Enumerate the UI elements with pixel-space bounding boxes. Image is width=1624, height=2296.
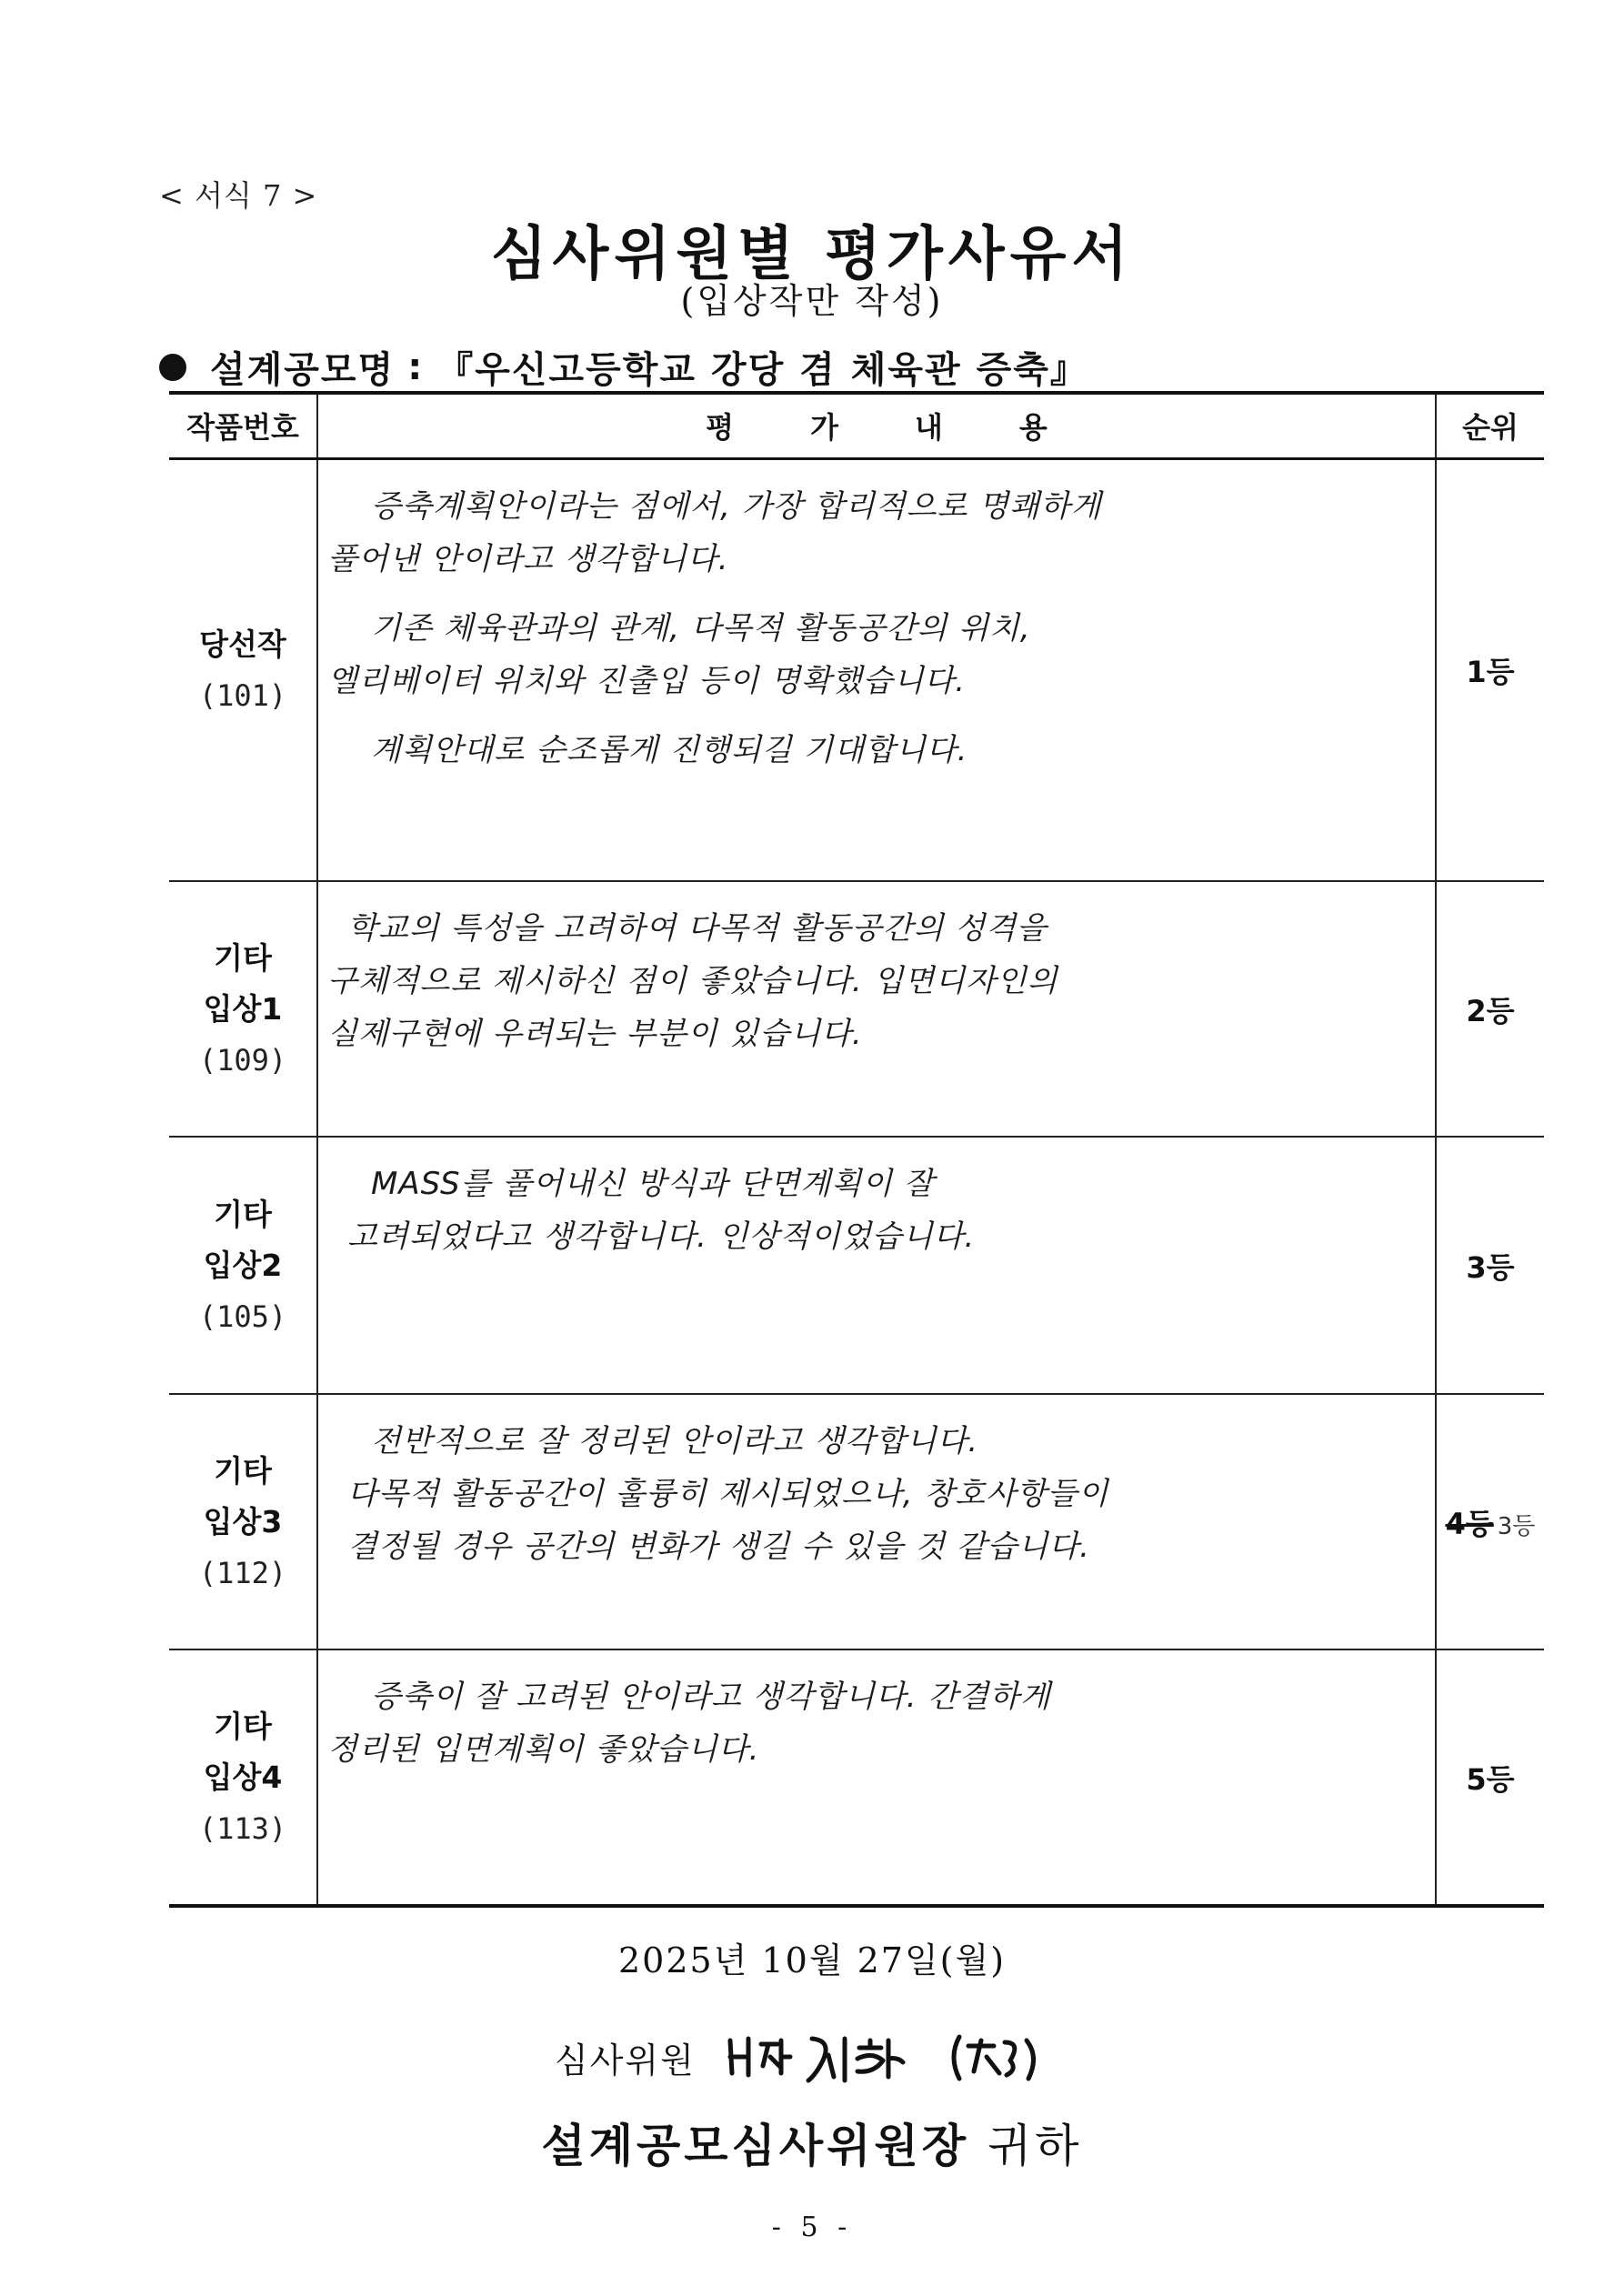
handwritten-line: 결정될 경우 공간의 변화가 생길 수 있을 것 같습니다.: [347, 1529, 1090, 1565]
handwritten-line: 전반적으로 잘 정리된 안이라고 생각합니다.: [371, 1423, 979, 1459]
work-cell: [169, 458, 317, 881]
evaluation-content: [317, 1137, 1436, 1394]
table-row: [169, 881, 1544, 1137]
header-eval-char: 내: [915, 410, 943, 446]
rank-cell: [1436, 1649, 1544, 1906]
work-cell: [169, 881, 317, 1137]
rank-cell: [1436, 881, 1544, 1137]
work-subcategory: 입상3: [203, 1503, 283, 1539]
rank-cell: [1436, 458, 1544, 881]
handwritten-line: 증축계획안이라는 점에서, 가장 합리적으로 명쾌하게: [371, 487, 1102, 525]
handwritten-line: 계획안대로 순조롭게 진행되길 기대합니다.: [371, 731, 968, 768]
document-subtitle: (입상작만 작성): [680, 281, 944, 321]
form-label: < 서식 7 >: [159, 178, 318, 213]
rank-value: 1등: [1466, 654, 1515, 689]
contest-name-line: [159, 341, 1088, 393]
evaluation-table: [169, 391, 1544, 1908]
evaluation-content: [317, 1394, 1436, 1649]
work-number: (112): [198, 1555, 287, 1590]
handwritten-line: 풀어낸 안이라고 생각합니다.: [327, 540, 729, 577]
table-row: [169, 458, 1544, 881]
work-category: 기타: [214, 1452, 272, 1489]
handwritten-line: 구체적으로 제시하신 점이 좋았습니다. 입면디자인의: [327, 963, 1058, 999]
handwritten-line: 기존 체육관과의 관계, 다목적 활동공간의 위치,: [371, 609, 1031, 647]
work-cell: [169, 1137, 317, 1394]
table-header-row: [169, 393, 1544, 458]
page-number: - 5 -: [771, 2211, 853, 2243]
handwritten-line: MASS를 풀어내신 방식과 단면계획이 잘: [371, 1166, 935, 1202]
work-category: 당선작: [199, 626, 286, 662]
judge-line: [555, 2020, 1103, 2093]
work-number: (101): [198, 677, 287, 713]
table-row: [169, 1394, 1544, 1649]
rank-correction-note: 3등: [1497, 1512, 1536, 1540]
evaluation-content: [317, 458, 1436, 881]
rank-cell: [1436, 1137, 1544, 1394]
handwritten-line: 엘리베이터 위치와 진출입 등이 명확했습니다.: [327, 662, 967, 699]
contest-label: 설계공모명: [210, 349, 396, 391]
contest-separator: :: [407, 346, 425, 388]
recipient-suffix: 귀하: [987, 2120, 1083, 2172]
handwritten-line: 실제구현에 우려되는 부분이 있습니다.: [327, 1016, 863, 1052]
rank-value: 3등: [1466, 1249, 1515, 1285]
work-number: (113): [198, 1810, 287, 1846]
work-category: 기타: [214, 939, 272, 976]
work-cell: [169, 1394, 317, 1649]
evaluation-content: [317, 881, 1436, 1137]
contest-name: 『우신고등학교 강당 겸 체육관 증축』: [436, 349, 1088, 391]
recipient-line: [0, 2110, 1624, 2175]
handwritten-line: 학교의 특성을 고려하여 다목적 활동공간의 성격을: [347, 910, 1048, 947]
work-subcategory: 입상4: [203, 1759, 283, 1795]
handwritten-line: 정리된 입면계획이 좋았습니다.: [327, 1731, 760, 1768]
rank-value: 2등: [1466, 993, 1515, 1028]
document-title: 심사위원별 평가사유서: [490, 221, 1134, 288]
judge-label: 심사위원: [555, 2040, 696, 2080]
header-eval-char: 용: [1018, 410, 1048, 446]
header-eval-char: 가: [810, 410, 838, 446]
rank-value: 5등: [1466, 1761, 1515, 1797]
work-cell: [169, 1649, 317, 1906]
header-work-number: 작품번호: [169, 393, 317, 458]
table-row: [169, 1649, 1544, 1906]
document-date: 2025년 10월 27일(월): [617, 1940, 1007, 1980]
work-number: (109): [198, 1042, 287, 1078]
rank-struck-value: 4등: [1445, 1506, 1494, 1541]
handwritten-line: 증축이 잘 고려된 안이라고 생각합니다. 간결하게: [371, 1679, 1051, 1715]
header-rank: 순위: [1436, 393, 1544, 458]
work-subcategory: 입상2: [203, 1247, 283, 1283]
work-subcategory: 입상1: [203, 990, 283, 1027]
bullet-icon: [159, 354, 186, 381]
work-number: (105): [198, 1298, 287, 1334]
header-eval-char: 평: [706, 410, 735, 446]
judge-signature-image: [721, 2020, 1103, 2093]
rank-cell: [1436, 1394, 1544, 1649]
handwritten-line: 고려되었다고 생각합니다. 인상적이었습니다.: [347, 1218, 976, 1255]
handwritten-line: 다목적 활동공간이 훌륭히 제시되었으나, 창호사항들이: [347, 1476, 1109, 1512]
work-category: 기타: [214, 1196, 272, 1232]
table-row: [169, 1137, 1544, 1394]
header-evaluation: [317, 393, 1436, 458]
recipient-name: 설계공모심사위원장: [541, 2120, 970, 2172]
work-category: 기타: [214, 1708, 272, 1744]
evaluation-content: [317, 1649, 1436, 1906]
